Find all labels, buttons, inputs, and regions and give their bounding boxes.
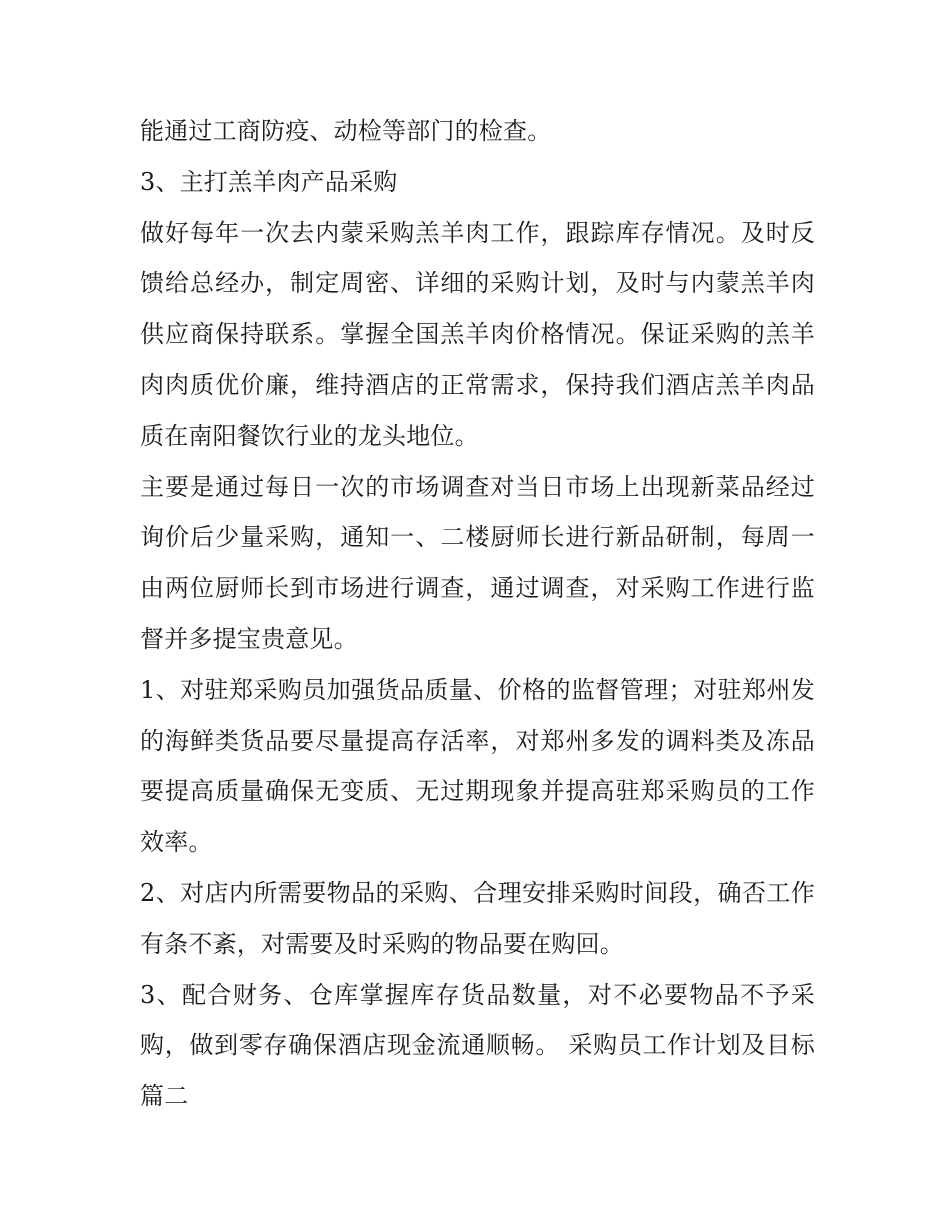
paragraph-market-survey: 主要是通过每日一次的市场调查对当日市场上出现新菜品经过询价后少量采购，通知一、二楼厨师长进行新品研制，每周一由两位厨师长到市场进行调查，通过调查，对采购工作进行监督并多提宝贵意见。	[140, 472, 815, 653]
paragraph-lamb-procurement: 做好每年一次去内蒙采购羔羊肉工作，跟踪库存情况。及时反馈给总经办，制定周密、详细的采购计划，及时与内蒙羔羊肉供应商保持联系。掌握全国羔羊肉价格情况。保证采购的羔羊肉肉质优价廉，维持酒店的正常需求，保持我们酒店羔羊肉品质在南阳餐饮行业的龙头地位。	[140, 218, 815, 450]
section-heading-lamb-procurement: 3、主打羔羊肉产品采购	[140, 167, 398, 196]
document-body	[140, 106, 815, 1122]
list-item-1: 1、对驻郑采购员加强货品质量、价格的监督管理；对驻郑州发的海鲜类货品要尽量提高存活率，对郑州多发的调料类及冻品要提高质量确保无变质、无过期现象并提高驻郑采购员的工作效率。	[140, 675, 815, 857]
list-item-2: 2、对店内所需要物品的采购、合理安排采购时间段，确否工作有条不紊，对需要及时采购的物品要在购回。	[140, 878, 815, 958]
paragraph-continuation: 能通过工商防疫、动检等部门的检查。	[140, 117, 552, 145]
list-item-3: 3、配合财务、仓库掌握库存货品数量，对不必要物品不予采购，做到零存确保酒店现金流通顺畅。 采购员工作计划及目标篇二	[140, 980, 815, 1111]
